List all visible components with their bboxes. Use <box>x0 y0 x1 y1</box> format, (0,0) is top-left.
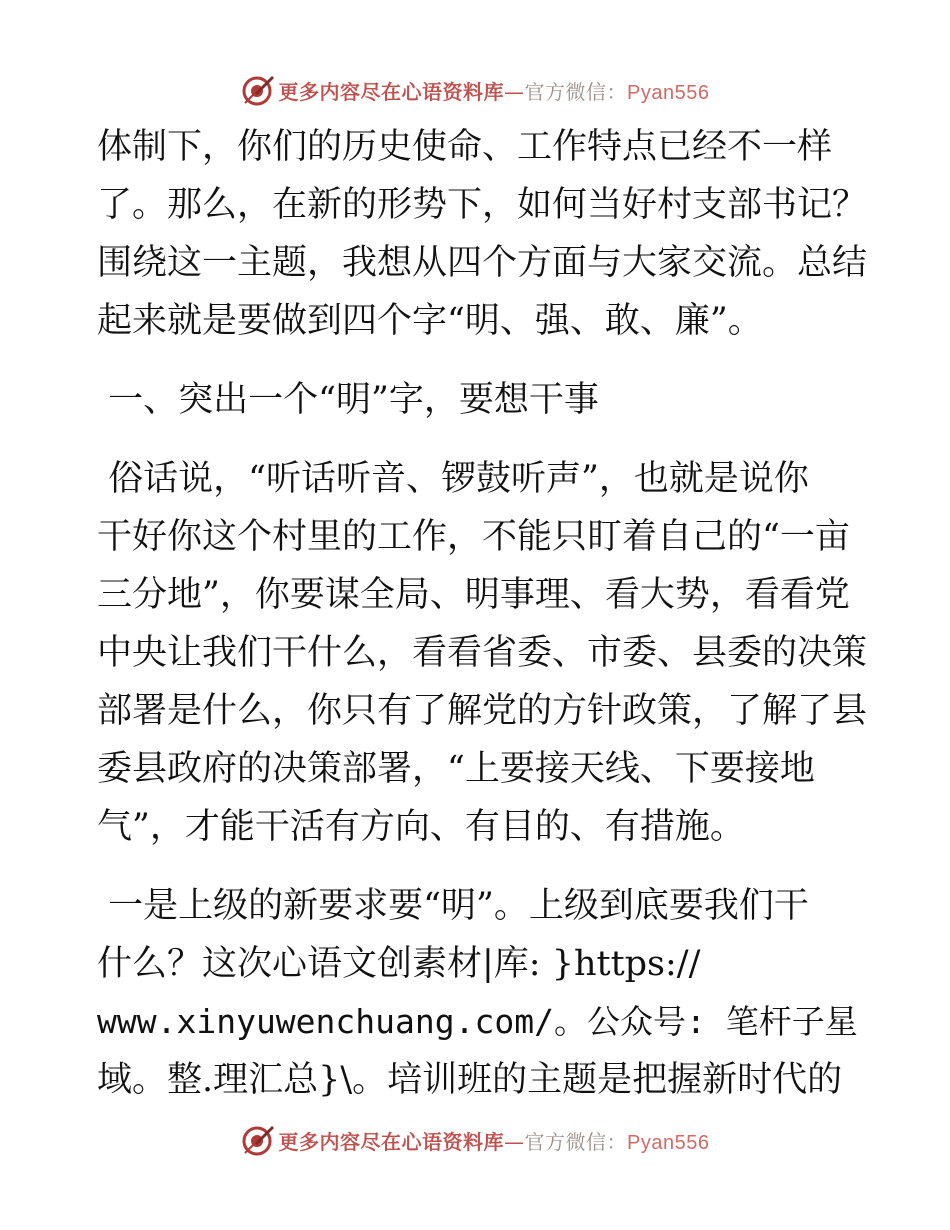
watermark-wechat-id: Pyan556 <box>627 1131 710 1154</box>
text-line: 俗话说，“听话听音、锣鼓听声”，也就是说你 <box>97 459 809 499</box>
text-line: 气”，才能干活有方向、有目的、有措施。 <box>97 807 745 847</box>
text-line: 三分地”，你要谋全局、明事理、看大势，看看党 <box>97 575 850 615</box>
text-line: 干好你这个村里的工作，不能只盯着自己的“一亩 <box>97 517 850 557</box>
watermark-official-label: 官方微信： <box>524 1129 628 1154</box>
text-line: 部署是什么，你只有了解党的方针政策，了解了县 <box>97 691 868 731</box>
watermark-official-label: 官方微信： <box>524 79 628 104</box>
text-line: 中央让我们干什么，看看省委、市委、县委的决策 <box>97 633 868 673</box>
paragraph-first-point <box>97 877 857 1109</box>
quill-logo-icon <box>241 1123 275 1157</box>
document-body <box>97 118 868 1109</box>
watermark-separator: — <box>504 79 525 104</box>
text-line: 域。整.理汇总}\。培训班的主题是把握新时代的 <box>97 1060 843 1100</box>
section-heading-text: 一、突出一个“明”字，要想干事 <box>97 380 599 420</box>
paragraph-intro <box>97 118 868 350</box>
watermark-wechat-id: Pyan556 <box>627 81 710 104</box>
watermark-text <box>279 76 710 105</box>
text-line: 起来就是要做到四个字“明、强、敢、廉”。 <box>97 301 763 341</box>
text-line: 围绕这一主题，我想从四个方面与大家交流。总结 <box>97 243 868 283</box>
header-watermark-banner <box>0 70 950 110</box>
text-line: 体制下，你们的历史使命、工作特点已经不一样 <box>97 127 833 167</box>
text-line: 一是上级的新要求要“明”。上级到底要我们干 <box>97 886 809 926</box>
watermark-separator: — <box>504 1129 525 1154</box>
text-line-url: www.xinyuwenchuang.com/。公众号: 笔杆子星 <box>97 1002 858 1041</box>
watermark-text <box>279 1126 710 1155</box>
watermark-main-text: 更多内容尽在心语资料库 <box>278 1129 505 1154</box>
watermark-main-text: 更多内容尽在心语资料库 <box>278 79 505 104</box>
paragraph-proverb <box>97 450 868 856</box>
section-heading <box>97 371 857 429</box>
text-line: 什么？这次心语文创素材|库: }https:// <box>97 944 701 984</box>
footer-watermark-banner <box>0 1120 950 1160</box>
quill-logo-icon <box>241 73 275 107</box>
text-line: 委县政府的决策部署，“上要接天线、下要接地 <box>97 749 815 789</box>
text-line: 了。那么，在新的形势下，如何当好村支部书记？ <box>97 185 868 225</box>
